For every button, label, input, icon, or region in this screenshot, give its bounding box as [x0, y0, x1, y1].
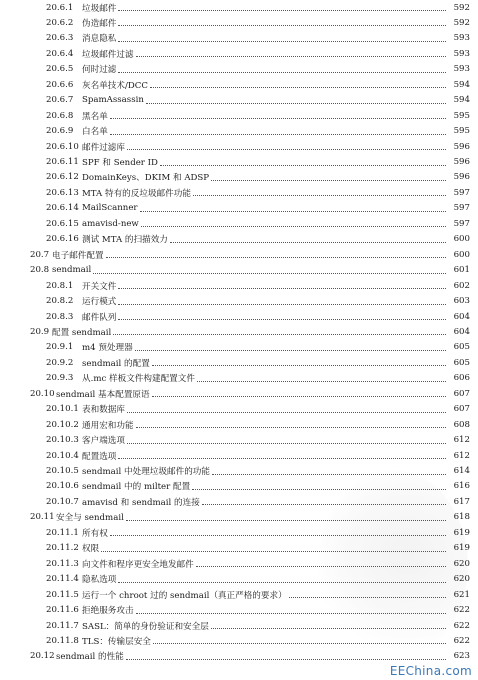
- toc-entry[interactable]: [0, 247, 478, 262]
- toc-entry-title: 电子邮件配置: [52, 250, 104, 261]
- toc-entry-title: sendmail 基本配置原语: [56, 389, 150, 400]
- toc-leader-dots: [196, 565, 446, 567]
- toc-entry[interactable]: [0, 649, 478, 664]
- toc-entry[interactable]: [0, 170, 478, 185]
- toc-entry-title: 邮件队列: [82, 312, 117, 323]
- toc-leader-dots: [197, 380, 446, 382]
- toc-entry-title: TLS：传输层安全: [82, 636, 151, 647]
- toc-entry-page: 621: [453, 589, 470, 600]
- toc-entry-title: MailScanner: [82, 203, 138, 214]
- toc-entry-number: 20.11: [30, 512, 55, 523]
- toc-entry-number: 20.6.15: [46, 218, 79, 229]
- toc-leader-dots: [135, 349, 446, 351]
- toc-entry-number: 20.12: [30, 651, 55, 662]
- toc-entry[interactable]: [0, 185, 478, 200]
- toc-entry-page: 606: [453, 373, 470, 384]
- toc-leader-dots: [170, 241, 446, 243]
- toc-entry-number: 20.6.12: [46, 172, 79, 183]
- toc-entry-number: 20.11.6: [46, 605, 79, 616]
- toc-entry-number: 20.9.3: [46, 373, 74, 384]
- toc-leader-dots: [192, 488, 446, 490]
- toc-entry-page: 596: [453, 172, 470, 183]
- toc-leader-dots: [127, 411, 446, 413]
- toc-entry[interactable]: [0, 62, 478, 77]
- toc-entry[interactable]: [0, 587, 478, 602]
- toc-entry[interactable]: [0, 618, 478, 633]
- toc-entry-page: 605: [453, 357, 470, 368]
- toc-entry-title: 伪造邮件: [82, 18, 117, 29]
- toc-leader-dots: [127, 442, 446, 444]
- toc-entry-number: 20.9.1: [46, 342, 74, 353]
- toc-entry-page: 593: [453, 33, 470, 44]
- toc-entry[interactable]: [0, 46, 478, 61]
- watermark-text: EEChina.com: [389, 664, 472, 678]
- toc-leader-dots: [93, 272, 446, 274]
- toc-entry-page: 622: [453, 620, 470, 631]
- toc-entry-page: 596: [453, 141, 470, 152]
- toc-entry-page: 596: [453, 157, 470, 167]
- toc-entry-title: 从.mc 样板文件构建配置文件: [82, 374, 195, 385]
- toc-entry[interactable]: [0, 417, 478, 432]
- toc-entry-number: 20.6.10: [46, 141, 79, 152]
- toc-entry-title: 测试 MTA 的扫描效力: [82, 235, 168, 246]
- toc-entry[interactable]: [0, 448, 478, 463]
- toc-entry-number: 20.10.7: [46, 496, 79, 507]
- toc-entry-page: 592: [453, 17, 470, 28]
- toc-entry-title: SPF 和 Sender ID: [82, 158, 158, 168]
- toc-entry-title: 灰名单技术/DCC: [82, 80, 148, 91]
- toc-entry-title: DomainKeys、DKIM 和 ADSP: [82, 173, 210, 184]
- toc-entry-page: 620: [453, 558, 470, 569]
- toc-entry-title: 运行一个 chroot 过的 sendmail（真正严格的要求）: [82, 590, 287, 601]
- toc-leader-dots: [118, 457, 446, 459]
- toc-entry-page: 600: [453, 249, 470, 260]
- toc-entry-page: 612: [453, 435, 470, 446]
- toc-entry-page: 614: [453, 466, 470, 476]
- toc-entry-number: 20.10.6: [46, 481, 79, 492]
- toc-entry-number: 20.11.7: [46, 620, 79, 631]
- toc-leader-dots: [118, 9, 446, 11]
- toc-entry-page: 597: [453, 187, 470, 198]
- toc-entry[interactable]: [0, 510, 478, 525]
- toc-entry-page: 605: [453, 342, 470, 353]
- toc-leader-dots: [152, 364, 446, 366]
- toc-entry-number: 20.6.8: [46, 110, 74, 121]
- toc-entry[interactable]: [0, 633, 478, 648]
- toc-leader-dots: [140, 210, 446, 212]
- toc-entry-page: 617: [453, 496, 470, 507]
- toc-entry[interactable]: [0, 603, 478, 618]
- toc-entry-title: 客户端选项: [82, 436, 125, 447]
- toc-leader-dots: [127, 148, 446, 150]
- toc-entry[interactable]: [0, 93, 478, 108]
- toc-entry-page: 595: [453, 110, 470, 121]
- toc-entry-number: 20.8.1: [46, 280, 74, 291]
- toc-entry[interactable]: [0, 525, 478, 540]
- toc-entry-page: 592: [453, 2, 470, 13]
- toc-entry[interactable]: [0, 402, 478, 417]
- toc-entry[interactable]: [0, 433, 478, 448]
- toc-entry-number: 20.11.2: [46, 543, 79, 554]
- toc-leader-dots: [118, 24, 446, 26]
- toc-entry-page: 618: [453, 512, 470, 523]
- toc-leader-dots: [118, 287, 446, 289]
- toc-entry-number: 20.10: [30, 388, 55, 399]
- toc-entry-page: 593: [453, 48, 470, 59]
- toc-leader-dots: [118, 303, 446, 305]
- toc-leader-dots: [211, 179, 446, 181]
- toc-entry[interactable]: [0, 0, 478, 15]
- toc-entry-title: amavisd 和 sendmail 的连接: [82, 497, 200, 508]
- toc-entry[interactable]: [0, 556, 478, 571]
- toc-leader-dots: [118, 71, 446, 73]
- toc-entry[interactable]: [0, 263, 478, 278]
- toc-entry-page: 602: [453, 280, 470, 291]
- toc-leader-dots: [146, 102, 446, 104]
- toc-entry[interactable]: [0, 572, 478, 587]
- toc-entry-number: 20.10.3: [46, 435, 79, 446]
- toc-entry[interactable]: [0, 371, 478, 386]
- toc-entry[interactable]: [0, 386, 478, 401]
- toc-entry[interactable]: [0, 479, 478, 494]
- toc-leader-dots: [101, 550, 446, 552]
- toc-entry-page: 620: [453, 574, 470, 585]
- toc-entry-page: 616: [453, 481, 470, 492]
- toc-entry-number: 20.6.11: [46, 157, 79, 167]
- toc-leader-dots: [193, 194, 446, 196]
- toc-entry-title: MTA 特有的反垃圾邮件功能: [82, 188, 191, 199]
- toc-entry-title: 运行模式: [82, 297, 117, 308]
- toc-entry-page: 619: [453, 527, 470, 538]
- toc-entry-number: 20.10.4: [46, 450, 79, 461]
- toc-leader-dots: [152, 395, 446, 397]
- toc-leader-dots: [289, 596, 446, 598]
- toc-entry[interactable]: [0, 155, 478, 170]
- toc-leader-dots: [118, 40, 446, 42]
- toc-entry-title: 配置 sendmail: [52, 327, 112, 338]
- toc-entry-title: 权限: [82, 544, 100, 555]
- toc-leader-dots: [110, 534, 446, 536]
- toc-entry[interactable]: [0, 309, 478, 324]
- toc-entry-title: SASL：简单的身份验证和安全层: [82, 621, 209, 632]
- toc-entry[interactable]: [0, 31, 478, 46]
- toc-entry[interactable]: [0, 294, 478, 309]
- toc-entry-title: 表和数据库: [82, 405, 125, 416]
- toc-entry-title: 垃圾邮件: [82, 3, 117, 14]
- toc-entry-title: 向文件和程序更安全地发邮件: [82, 559, 194, 570]
- toc-entry[interactable]: [0, 124, 478, 139]
- toc-leader-dots: [211, 627, 446, 629]
- toc-entry-page: 619: [453, 543, 470, 554]
- toc-entry-title: 所有权: [82, 528, 108, 539]
- toc-entry-title: sendmail 中处理垃圾邮件的功能: [82, 467, 210, 477]
- toc-entry-number: 20.8.2: [46, 296, 74, 307]
- toc-entry[interactable]: [0, 340, 478, 355]
- toc-entry-title: 白名单: [82, 127, 108, 138]
- toc-leader-dots: [126, 658, 446, 660]
- toc-entry-page: 593: [453, 64, 470, 75]
- toc-leader-dots: [136, 426, 446, 428]
- toc-entry[interactable]: [0, 494, 478, 509]
- toc-entry[interactable]: [0, 77, 478, 92]
- toc-entry-title: 消息隐私: [82, 34, 117, 45]
- toc-entry-page: 622: [453, 635, 470, 646]
- toc-entry[interactable]: [0, 201, 478, 216]
- toc-entry-title: 何时过滤: [82, 65, 117, 76]
- toc-entry-title: sendmail 中的 milter 配置: [82, 482, 191, 493]
- toc-entry-title: sendmail 的性能: [56, 652, 124, 663]
- toc-leader-dots: [212, 473, 446, 475]
- toc-entry-page: 604: [453, 311, 470, 322]
- toc-entry-page: 597: [453, 203, 470, 214]
- toc-entry-page: 601: [453, 265, 470, 276]
- toc-entry-page: 600: [453, 234, 470, 245]
- toc-entry[interactable]: [0, 232, 478, 247]
- toc-entry-number: 20.6.6: [46, 79, 74, 90]
- toc-entry[interactable]: [0, 15, 478, 30]
- toc-entry-page: 594: [453, 95, 470, 106]
- toc-entry-number: 20.9.2: [46, 357, 74, 368]
- toc-leader-dots: [136, 612, 446, 614]
- toc-entry-number: 20.6.3: [46, 33, 74, 44]
- toc-entry-number: 20.11.1: [46, 527, 79, 538]
- toc-entry-page: 608: [453, 419, 470, 430]
- toc-entry-number: 20.8.3: [46, 311, 74, 322]
- toc-entry-title: SpamAssassin: [82, 95, 144, 106]
- toc-entry-number: 20.6.14: [46, 203, 79, 214]
- toc-entry-page: 607: [453, 404, 470, 415]
- toc-entry-number: 20.6.9: [46, 126, 74, 137]
- toc-entry-title: sendmail 的配置: [82, 358, 150, 369]
- toc-leader-dots: [150, 86, 446, 88]
- toc-entry-page: 595: [453, 126, 470, 137]
- toc-entry-page: 597: [453, 218, 470, 229]
- toc-entry[interactable]: [0, 355, 478, 370]
- toc-entry[interactable]: [0, 139, 478, 154]
- toc-entry-page: 623: [453, 651, 470, 662]
- toc-entry-number: 20.11.4: [46, 574, 79, 585]
- toc-entry-title: 邮件过滤库: [82, 142, 125, 153]
- toc-entry-number: 20.10.2: [46, 419, 79, 430]
- toc-entry-number: 20.6.4: [46, 48, 74, 59]
- toc-entry-number: 20.9: [30, 326, 50, 337]
- toc-leader-dots: [118, 318, 446, 320]
- toc-entry[interactable]: [0, 464, 478, 479]
- toc-leader-dots: [110, 133, 446, 135]
- toc-entry-page: 604: [453, 326, 470, 337]
- toc-leader-dots: [106, 256, 446, 258]
- toc-entry-title: 黑名单: [82, 111, 108, 122]
- toc-entry-title: 通用宏和功能: [82, 420, 134, 431]
- toc-leader-dots: [202, 503, 446, 505]
- toc-entry-title: 隐私选项: [82, 575, 117, 586]
- toc-entry-number: 20.10.5: [46, 466, 79, 476]
- toc-leader-dots: [126, 519, 446, 521]
- toc-leader-dots: [136, 55, 446, 57]
- toc-leader-dots: [118, 581, 446, 583]
- toc-entry-page: 607: [453, 388, 470, 399]
- toc-entry-number: 20.6.5: [46, 64, 74, 75]
- toc-entry-page: 603: [453, 296, 470, 307]
- toc-entry-number: 20.8: [30, 265, 50, 276]
- toc-entry-title: 安全与 sendmail: [56, 513, 124, 524]
- toc-entry-number: 20.7: [30, 249, 50, 260]
- toc-entry-number: 20.11.3: [46, 558, 79, 569]
- toc-leader-dots: [110, 117, 446, 119]
- toc-entry-number: 20.6.2: [46, 17, 74, 28]
- toc-entry-title: amavisd-new: [82, 218, 139, 229]
- toc-entry-page: 612: [453, 450, 470, 461]
- toc-entry-number: 20.6.13: [46, 187, 79, 198]
- toc-entry[interactable]: [0, 278, 478, 293]
- toc-entry-title: m4 预处理器: [82, 343, 133, 354]
- toc-entry[interactable]: [0, 324, 478, 339]
- toc-entry-number: 20.6.16: [46, 234, 79, 245]
- toc-entry[interactable]: [0, 108, 478, 123]
- toc-entry[interactable]: [0, 216, 478, 231]
- toc-leader-dots: [153, 642, 446, 644]
- toc-entry-page: 622: [453, 605, 470, 616]
- toc-entry-number: 20.6.1: [46, 2, 74, 13]
- toc-entry-page: 594: [453, 79, 470, 90]
- toc-entry-number: 20.11.5: [46, 589, 79, 600]
- toc-entry-title: 垃圾邮件过滤: [82, 49, 134, 60]
- toc-entry-title: 拒绝服务攻击: [82, 606, 134, 617]
- toc-entry-number: 20.10.1: [46, 404, 79, 415]
- toc-entry-title: 开关文件: [82, 281, 117, 292]
- toc-leader-dots: [141, 225, 446, 227]
- toc-leader-dots: [160, 164, 446, 166]
- toc-entry-number: 20.6.7: [46, 95, 74, 106]
- toc-leader-dots: [113, 333, 446, 335]
- toc-entry[interactable]: [0, 541, 478, 556]
- toc-entry-title: sendmail: [52, 265, 92, 276]
- toc-entry-number: 20.11.8: [46, 635, 79, 646]
- toc-entry-title: 配置选项: [82, 451, 117, 462]
